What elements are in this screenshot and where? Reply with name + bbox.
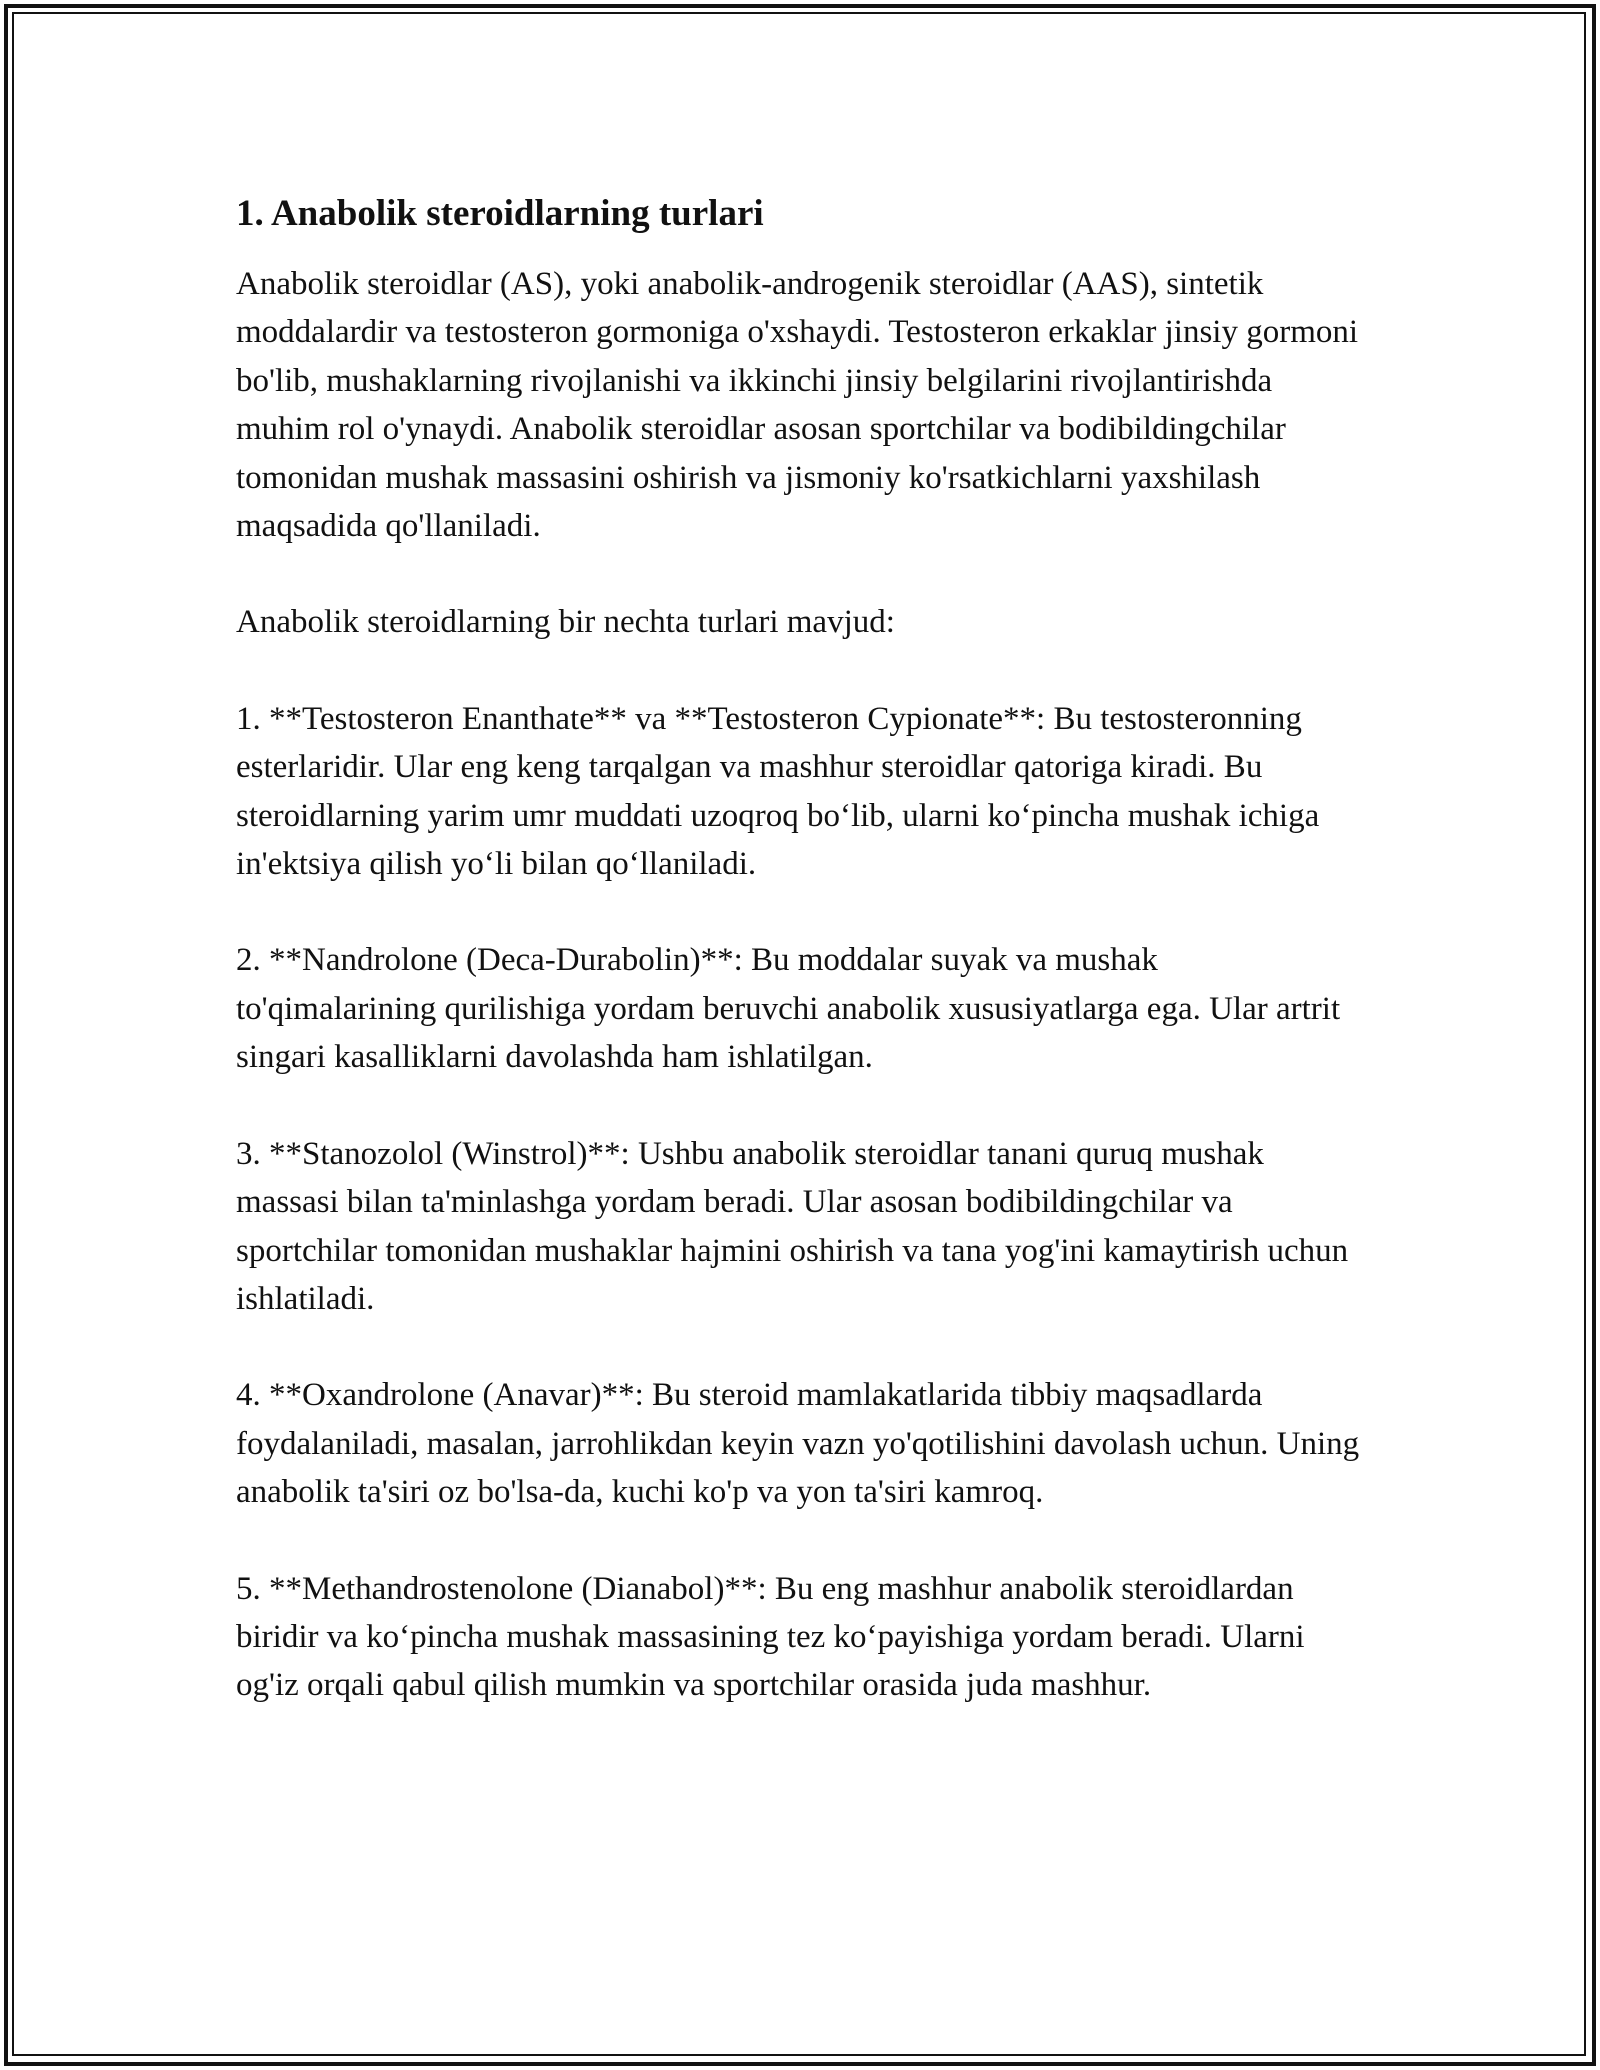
list-item-stanozolol: 3. **Stanozolol (Winstrol)**: Ushbu anabolik steroidlar tanani quruq mushak massasi bilan ta'minlashga yordam beradi. Ular asosan bodibildingchilar va sportchilar tomonidan mushaklar hajmini oshirish va tana yog'ini kamaytirish uchun ishlatiladi. xyxy=(236,1135,1349,1317)
list-item-nandrolone: 2. **Nandrolone (Deca-Durabolin)**: Bu moddalar suyak va mushak to'qimalarining qurilishiga yordam beruvchi anabolik xususiyatlarga ega. Ular artrit singari kasalliklarni davolashda ham ishlatilgan. xyxy=(236,942,1341,1076)
paragraph-intro: Anabolik steroidlar (AS), yoki anabolik-androgenik steroidlar (AAS), sintetik moddalardir va testosteron gormoniga o'xshaydi. Testosteron erkaklar jinsiy gormoni bo'lib, mushaklarning rivojlanishi va ikkinchi jinsiy belgilarini rivojlantirishda muhim rol o'ynaydi. Anabolik steroidlar asosan sportchilar va bodibildingchilar tomonidan mushak massasini oshirish va jismoniy ko'rsatkichlarni yaxshilash maqsadida qo'llaniladi. xyxy=(236,266,1359,545)
section-title: 1. Anabolik steroidlarning turlari xyxy=(236,193,764,234)
list-item-oxandrolone: 4. **Oxandrolone (Anavar)**: Bu steroid mamlakatlarida tibbiy maqsadlarda foydalaniladi, masalan, jarrohlikdan keyin vazn yo'qotilishini davolash uchun. Uning anabolik ta'siri oz bo'lsa-da, kuchi ko'p va yon ta'siri kamroq. xyxy=(236,1377,1360,1511)
list-item-methandrostenolone: 5. **Methandrostenolone (Dianabol)**: Bu eng mashhur anabolik steroidlardan biridir va ko‘pincha mushak massasining tez ko‘payishiga yordam beradi. Ularni og'iz orqali qabul qilish mumkin va sportchilar orasida juda mashhur. xyxy=(236,1570,1305,1704)
list-item-testosterone: 1. **Testosteron Enanthate** va **Testosteron Cypionate**: Bu testosteronning esterlaridir. Ular eng keng tarqalgan va mashhur steroidlar qatoriga kiradi. Bu steroidlarning yarim umr muddati uzoqroq bo‘lib, ularni ko‘pincha mushak ichiga in'ektsiya qilish yo‘li bilan qo‘llaniladi. xyxy=(236,700,1320,883)
document-body xyxy=(236,186,1366,1710)
paragraph-types-lead: Anabolik steroidlarning bir nechta turlari mavjud: xyxy=(236,604,895,641)
